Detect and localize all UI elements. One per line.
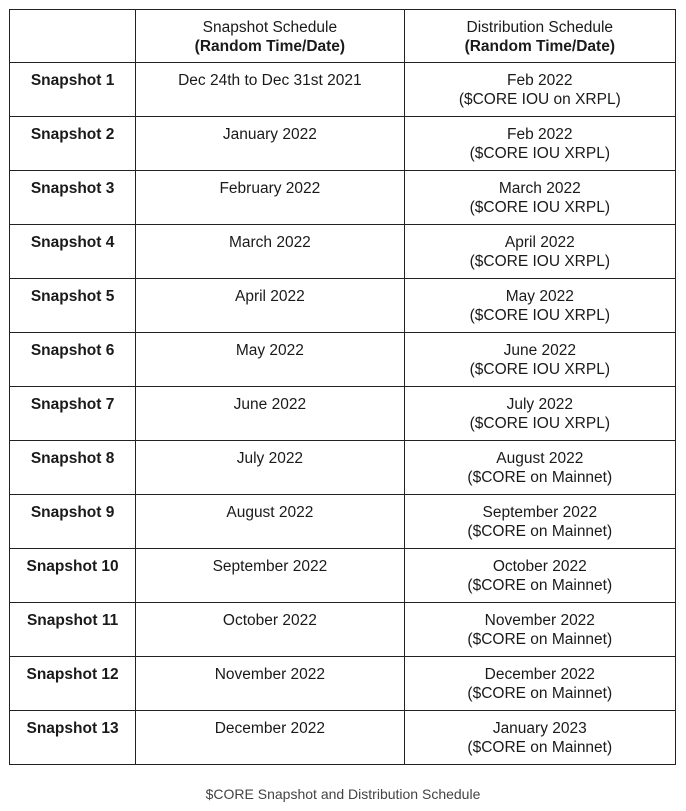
snapshot-date-cell: October 2022 xyxy=(136,603,404,657)
distribution-network: ($CORE on Mainnet) xyxy=(467,577,613,594)
snapshot-schedule-header xyxy=(136,10,404,63)
snapshot-label-cell: Snapshot 12 xyxy=(10,657,136,711)
distribution-network: ($CORE on Mainnet) xyxy=(467,469,613,486)
distribution-schedule-header xyxy=(404,10,675,63)
distribution-cell xyxy=(404,495,675,549)
distribution-date: November 2022 xyxy=(484,612,595,629)
distribution-date: Feb 2022 xyxy=(507,72,573,89)
table-row xyxy=(10,63,676,117)
distribution-cell xyxy=(404,657,675,711)
snapshot-label-cell: Snapshot 9 xyxy=(10,495,136,549)
distribution-cell xyxy=(404,441,675,495)
schedule-body xyxy=(10,63,676,765)
snapshot-date-cell: May 2022 xyxy=(136,333,404,387)
distribution-cell xyxy=(404,711,675,765)
distribution-network: ($CORE IOU XRPL) xyxy=(469,361,610,378)
distribution-network: ($CORE on Mainnet) xyxy=(467,739,613,756)
table-row xyxy=(10,171,676,225)
distribution-network: ($CORE IOU XRPL) xyxy=(469,199,610,216)
snapshot-label-cell: Snapshot 8 xyxy=(10,441,136,495)
table-row xyxy=(10,279,676,333)
table-row xyxy=(10,495,676,549)
distribution-date: April 2022 xyxy=(504,234,575,251)
table-row xyxy=(10,387,676,441)
snapshot-date-cell: August 2022 xyxy=(136,495,404,549)
snapshot-label-cell: Snapshot 4 xyxy=(10,225,136,279)
snapshot-header-subtitle: (Random Time/Date) xyxy=(194,38,346,55)
snapshot-date-cell: June 2022 xyxy=(136,387,404,441)
distribution-date: July 2022 xyxy=(506,396,573,413)
table-row xyxy=(10,117,676,171)
distribution-network: ($CORE IOU XRPL) xyxy=(469,307,610,324)
table-row xyxy=(10,333,676,387)
snapshot-date-cell: January 2022 xyxy=(136,117,404,171)
distribution-date: August 2022 xyxy=(496,450,584,467)
snapshot-header-title: Snapshot Schedule xyxy=(202,19,338,36)
snapshot-date-cell: September 2022 xyxy=(136,549,404,603)
distribution-date: May 2022 xyxy=(505,288,574,305)
distribution-network: ($CORE IOU XRPL) xyxy=(469,253,610,270)
distribution-cell xyxy=(404,63,675,117)
distribution-header-subtitle: (Random Time/Date) xyxy=(464,38,615,55)
distribution-cell xyxy=(404,603,675,657)
distribution-network: ($CORE on Mainnet) xyxy=(467,685,613,702)
distribution-date: September 2022 xyxy=(482,504,598,521)
distribution-network: ($CORE IOU on XRPL) xyxy=(458,91,621,108)
snapshot-label-cell: Snapshot 13 xyxy=(10,711,136,765)
snapshot-label-cell: Snapshot 2 xyxy=(10,117,136,171)
distribution-cell xyxy=(404,279,675,333)
snapshot-date-cell: Dec 24th to Dec 31st 2021 xyxy=(136,63,404,117)
table-row xyxy=(10,711,676,765)
header-row xyxy=(10,10,676,63)
distribution-date: December 2022 xyxy=(484,666,595,683)
distribution-cell xyxy=(404,333,675,387)
snapshot-date-cell: November 2022 xyxy=(136,657,404,711)
distribution-date: March 2022 xyxy=(498,180,581,197)
table-row xyxy=(10,603,676,657)
schedule-table xyxy=(9,9,676,765)
snapshot-label-cell: Snapshot 5 xyxy=(10,279,136,333)
snapshot-label-cell: Snapshot 6 xyxy=(10,333,136,387)
distribution-date: October 2022 xyxy=(492,558,587,575)
snapshot-label-cell: Snapshot 7 xyxy=(10,387,136,441)
snapshot-label-cell: Snapshot 3 xyxy=(10,171,136,225)
distribution-network: ($CORE IOU XRPL) xyxy=(469,415,610,432)
distribution-date: January 2023 xyxy=(492,720,587,737)
distribution-header-title: Distribution Schedule xyxy=(466,19,614,36)
table-row xyxy=(10,225,676,279)
distribution-network: ($CORE on Mainnet) xyxy=(467,523,613,540)
snapshot-label-cell: Snapshot 11 xyxy=(10,603,136,657)
distribution-cell xyxy=(404,171,675,225)
snapshot-label-cell: Snapshot 1 xyxy=(10,63,136,117)
distribution-cell xyxy=(404,117,675,171)
snapshot-date-cell: February 2022 xyxy=(136,171,404,225)
distribution-cell xyxy=(404,387,675,441)
table-row xyxy=(10,549,676,603)
snapshot-date-cell: March 2022 xyxy=(136,225,404,279)
distribution-cell xyxy=(404,225,675,279)
table-caption: $CORE Snapshot and Distribution Schedule xyxy=(205,786,481,802)
distribution-date: Feb 2022 xyxy=(507,126,573,143)
snapshot-date-cell: December 2022 xyxy=(136,711,404,765)
distribution-cell xyxy=(404,549,675,603)
snapshot-date-cell: July 2022 xyxy=(136,441,404,495)
distribution-network: ($CORE on Mainnet) xyxy=(467,631,613,648)
snapshot-date-cell: April 2022 xyxy=(136,279,404,333)
snapshot-label-cell: Snapshot 10 xyxy=(10,549,136,603)
table-row xyxy=(10,657,676,711)
distribution-network: ($CORE IOU XRPL) xyxy=(469,145,610,162)
header-corner-cell xyxy=(10,10,136,63)
distribution-date: June 2022 xyxy=(503,342,576,359)
table-row xyxy=(10,441,676,495)
